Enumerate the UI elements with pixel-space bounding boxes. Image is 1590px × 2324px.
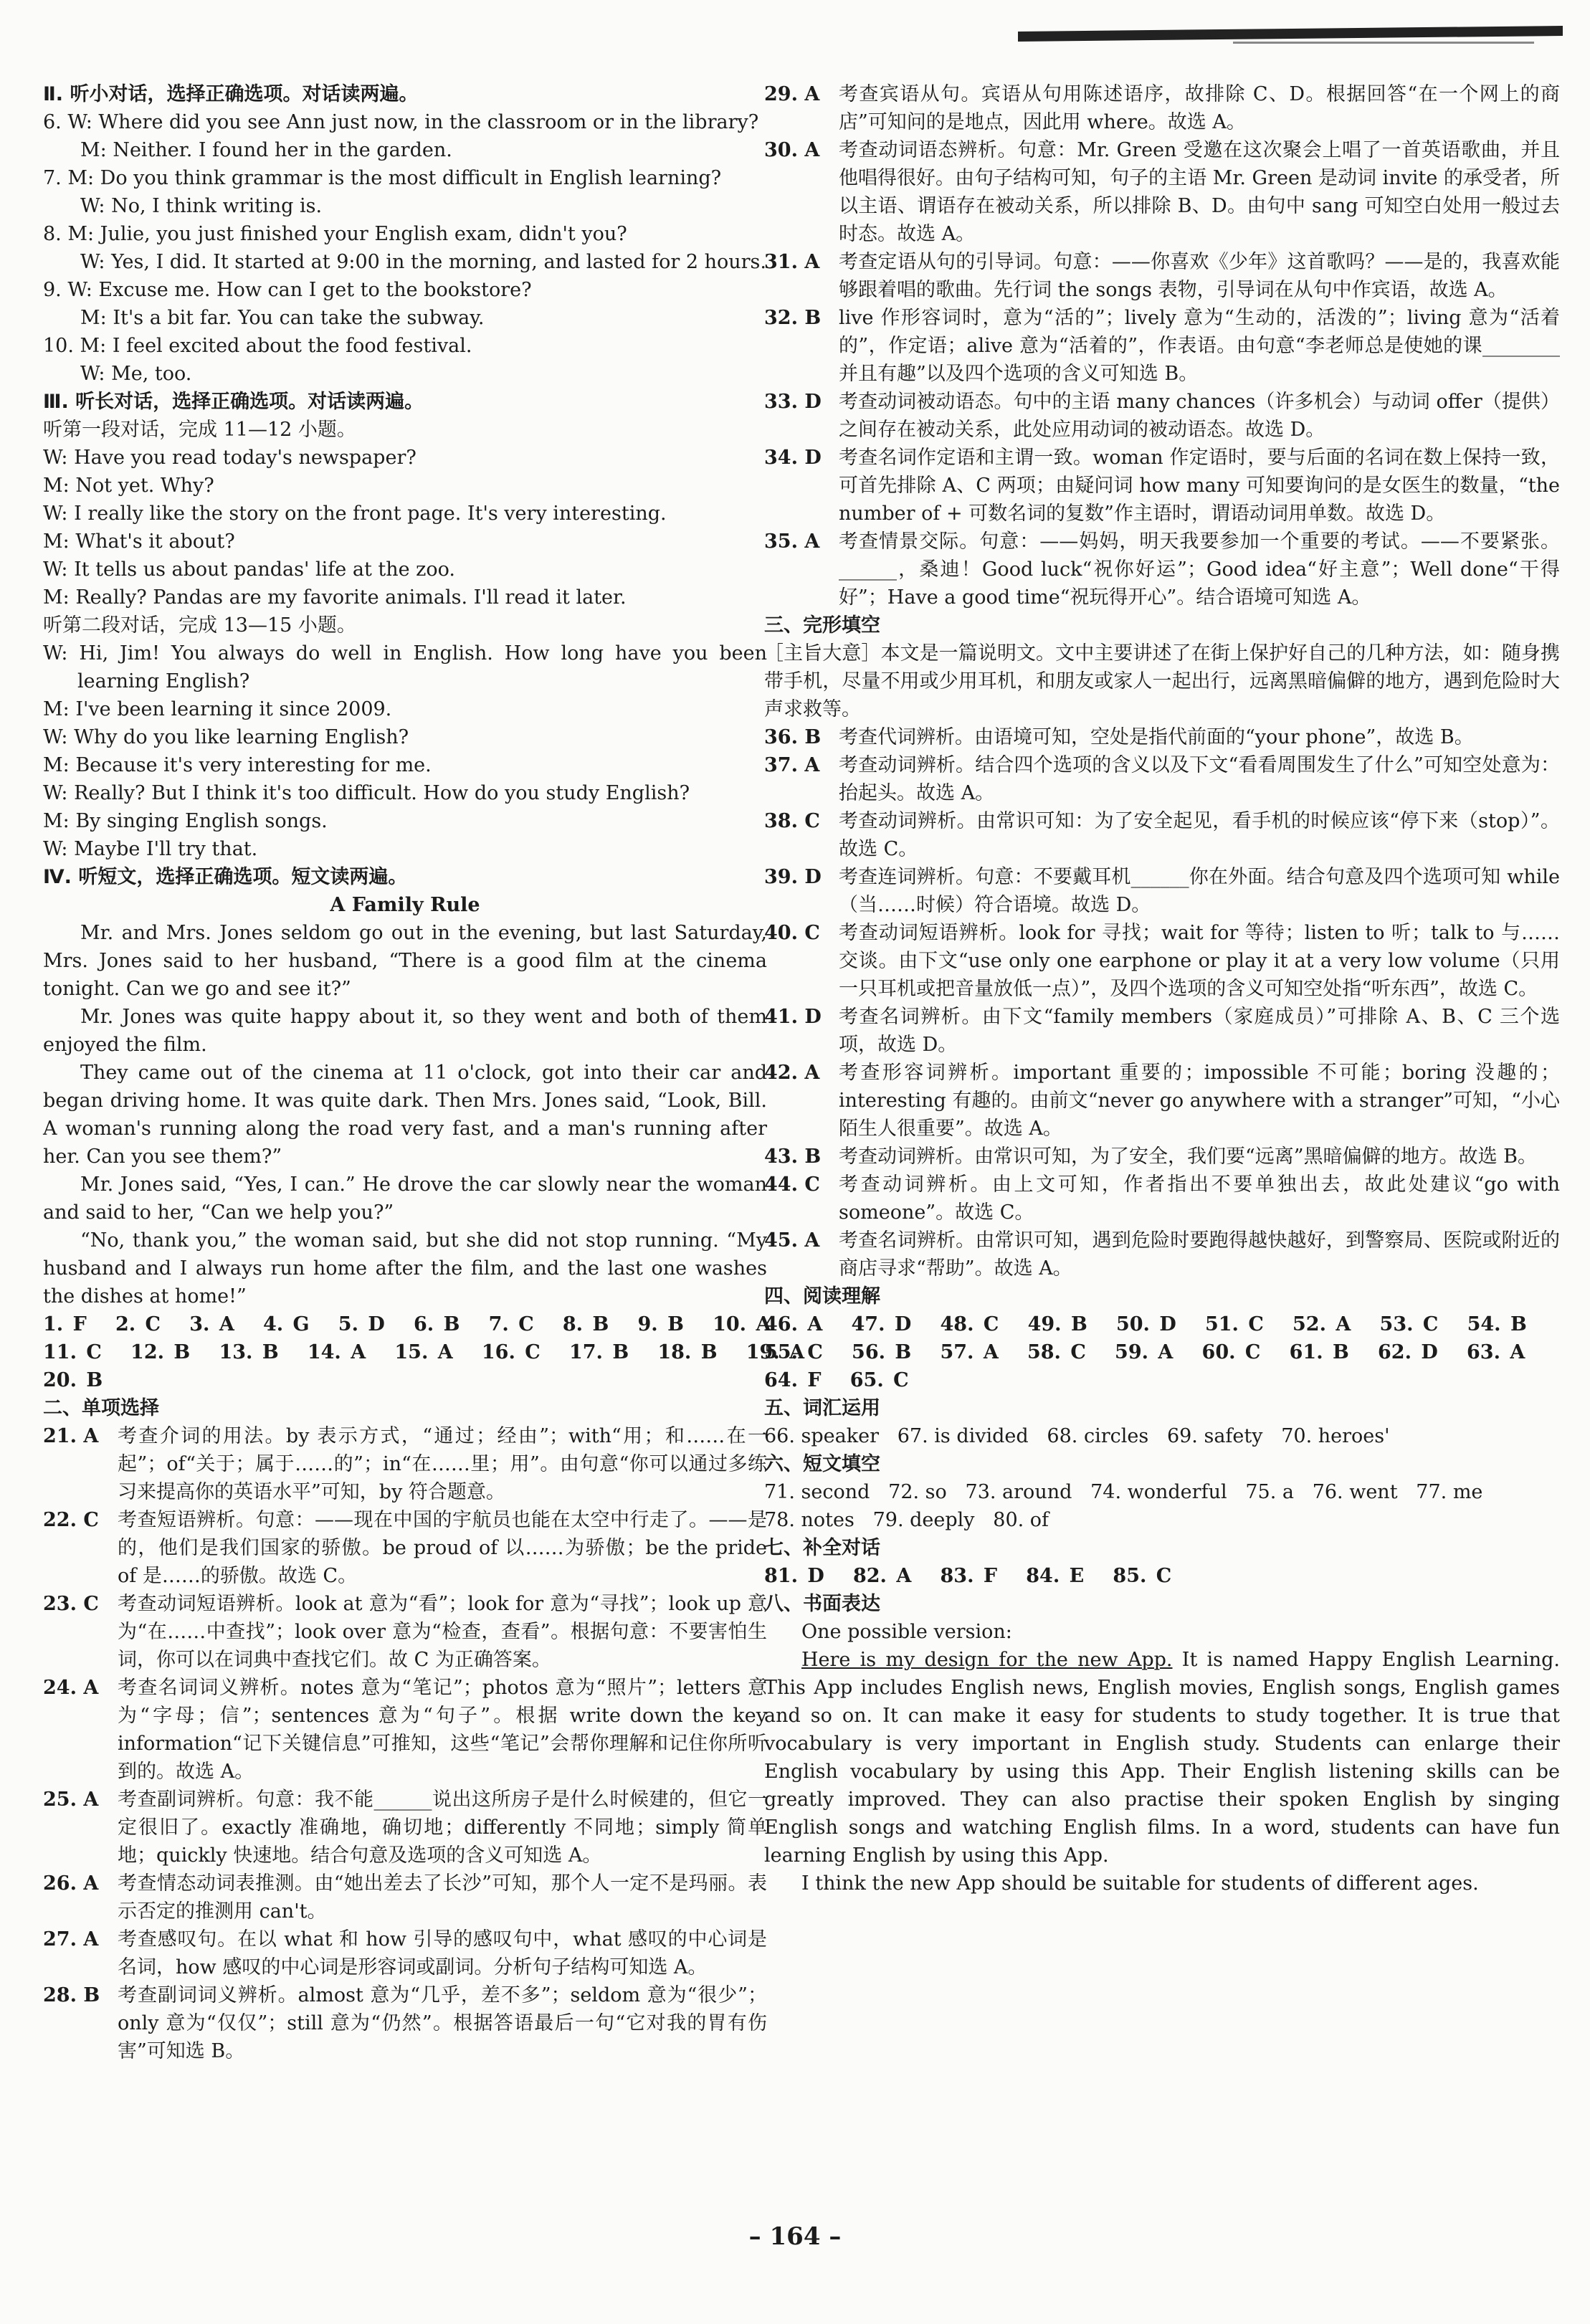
dialog-line: M: What's it about? (43, 530, 235, 553)
item-number: 35. A (764, 530, 820, 553)
item-text: 考查情景交际。句意：——妈妈，明天我要参加一个重要的考试。——不要紧张。______，桑迪！Good luck“祝你好运”；Good idea“好主意”；Well done“干得好”；Have a good time“祝玩得开心”。结合语境可知选 A。 (839, 530, 1560, 609)
item-number: 34. D (764, 447, 822, 469)
section-title-writing: 八、书面表达 (764, 1593, 880, 1615)
writing-opening-sentence: Here is my design for the new App. (801, 1649, 1173, 1671)
dialog-line: 听第一段对话，完成 11—12 小题。 (43, 419, 356, 441)
item-text: 考查定语从句的引导词。句意：——你喜欢《少年》这首歌吗？——是的，我喜欢能够跟着唱的歌曲。先行词 the songs 表物，引导词在从句中作宾语，故选 A。 (839, 251, 1560, 301)
explanation-item (43, 1925, 767, 1981)
dialog-line: M: By singing English songs. (43, 810, 328, 832)
item-number: 30. A (764, 139, 820, 161)
answer-row: 55. C 56. B 57. A 58. C 59. A 60. C 61. B 62. D 63. A (764, 1341, 1525, 1363)
writing-conclusion: I think the new App should be suitable for students of different ages. (801, 1872, 1479, 1895)
item-number: 33. D (764, 391, 822, 413)
explanation-item (764, 80, 1560, 136)
dialog-line: W: No, I think writing is. (80, 195, 323, 217)
explanation-item (764, 388, 1560, 444)
item-number: 22. C (43, 1509, 99, 1531)
passage-paragraph: They came out of the cinema at 11 o'clock, got into their car and began driving home. It was quite dark. Then Mrs. Jones said, “Look, Bill. A woman's running along the road very fast, and a man's running after her. Can you see them?” (43, 1062, 767, 1168)
dialog-line: 6. W: Where did you see Ann just now, in the classroom or in the library? (43, 111, 759, 133)
dialog-line: 听第二段对话，完成 13—15 小题。 (43, 614, 356, 637)
answer-row: 66. speaker 67. is divided 68. circles 69. safety 70. heroes' (764, 1425, 1390, 1447)
item-text: 考查动词短语辨析。look for 寻找；wait for 等待；listen to 听；talk to 与……交谈。由下文“use only one earphone or play it at a very low volume（只用一只耳机或把音量放低一点）”，及四个选项的含义可知空处指“听东西”，故选 C。 (839, 922, 1560, 1000)
item-text: 考查动词辨析。由常识可知，为了安全，我们要“远离”黑暗偏僻的地方。故选 B。 (839, 1146, 1538, 1168)
item-number: 37. A (764, 754, 820, 776)
item-text: 考查动词辨析。由上文可知，作者指出不要单独出去，故此处建议“go with someone”。故选 C。 (839, 1173, 1560, 1224)
writing-version-label: One possible version: (801, 1621, 1012, 1643)
explanation-item (764, 751, 1560, 807)
dialog-line: M: It's a bit far. You can take the subway. (80, 307, 485, 329)
section-title-listening-short: Ⅱ. 听小对话，选择正确选项。对话读两遍。 (43, 83, 419, 105)
item-number: 32. B (764, 307, 822, 329)
item-number: 45. A (764, 1229, 820, 1252)
dialog-line: W: Have you read today's newspaper? (43, 447, 416, 469)
explanation-item (764, 1227, 1560, 1282)
explanation-item (764, 444, 1560, 528)
explanation-item (43, 1506, 767, 1590)
passage-paragraph: Mr. and Mrs. Jones seldom go out in the evening, but last Saturday, Mrs. Jones said to her husband, “There is a good film at the cinema tonight. Can we go and see it?” (43, 922, 767, 1000)
answer-row: 1. F 2. C 3. A 4. G 5. D 6. B 7. C 8. B 9. B 10. A (43, 1313, 771, 1335)
dialog-line: W: Why do you like learning English? (43, 726, 409, 748)
explanation-item (764, 248, 1560, 304)
section-title-listening-passage: Ⅳ. 听短文，选择正确选项。短文读两遍。 (43, 866, 408, 888)
explanation-item (43, 1674, 767, 1786)
item-text: 考查宾语从句。宾语从句用陈述语序，故排除 C、D。根据回答“在一个网上的商店”可知问的是地点，因此用 where。故选 A。 (839, 83, 1560, 133)
dialog-line: M: Not yet. Why? (43, 475, 214, 497)
item-text: 考查短语辨析。句意：——现在中国的宇航员也能在太空中行走了。——是的，他们是我们国家的骄傲。be proud of 以……为骄傲；be the pride of 是……的骄傲。故选 C。 (118, 1509, 767, 1587)
explanation-item (764, 304, 1560, 388)
item-number: 31. A (764, 251, 820, 273)
item-number: 26. A (43, 1872, 99, 1895)
passage-paragraph: Mr. Jones was quite happy about it, so they went and both of them enjoyed the film. (43, 1006, 767, 1056)
dialog-line: W: It tells us about pandas' life at the zoo. (43, 558, 456, 581)
passage-title: A Family Rule (330, 894, 480, 916)
right-column (764, 80, 1560, 1897)
explanation-item (43, 1870, 767, 1925)
item-text: 考查动词短语辨析。look at 意为“看”；look for 意为“寻找”；look up 意为“在……中查找”；look over 意为“检查，查看”。根据句意：不要害怕生词，你可以在词典中查找它们。故 C 为正确答案。 (118, 1593, 767, 1671)
explanation-item (764, 1059, 1560, 1143)
item-text: live 作形容词时，意为“活的”；lively 意为“生动的，活泼的”；living 意为“活着的”，作定语；alive 意为“活着的”，作表语。由句意“李老师总是使她的课________并且有趣”以及四个选项的含义可知选 B。 (839, 307, 1560, 385)
item-number: 42. A (764, 1062, 820, 1084)
top-decoration-bar (1018, 26, 1563, 42)
item-number: 25. A (43, 1789, 99, 1811)
item-text: 考查形容词辨析。important 重要的；impossible 不可能；boring 没趣的；interesting 有趣的。由前文“never go anywhere with a stranger”可知，“小心陌生人很重要”。故选 A。 (839, 1062, 1560, 1140)
answer-row: 20. B (43, 1369, 103, 1391)
item-number: 23. C (43, 1593, 99, 1615)
dialog-line: W: Really? But I think it's too difficult. How do you study English? (43, 782, 690, 804)
passage-paragraph: Mr. Jones said, “Yes, I can.” He drove the car slowly near the woman and said to her, “Can we help you?” (43, 1173, 767, 1224)
explanation-item (764, 528, 1560, 611)
item-text: 考查动词语态辨析。句意：Mr. Green 受邀在这次聚会上唱了一首英语歌曲，并且他唱得很好。由句子结构可知，句子的主语 Mr. Green 是动词 invite 的承受者，所以主语、谓语存在被动关系，所以排除 B、D。由句中 sang 可知空白处用一般过去时态。故选 A。 (839, 139, 1560, 245)
dialog-line: M: Because it's very interesting for me. (43, 754, 432, 776)
answer-row: 78. notes 79. deeply 80. of (764, 1509, 1049, 1531)
item-text: 考查情态动词表推测。由“她出差去了长沙”可知，那个人一定不是玛丽。表示否定的推测用 can't。 (118, 1872, 767, 1923)
item-text: 考查感叹句。在以 what 和 how 引导的感叹句中，what 感叹的中心词是名词，how 感叹的中心词是形容词或副词。分析句子结构可知选 A。 (118, 1928, 767, 1978)
writing-body: It is named Happy English Learning. This App includes English news, English movies, English songs, English games and so on. It can make it easy for students to study together. It is true that vocabulary is very important in English study. Students can enlarge their English vocabulary by using this App. Their English listening skills can be greatly improved. They can also practise their spoken English by singing English songs and watching English films. In a word, students can have fun learning English by using this App. (764, 1649, 1560, 1867)
answer-row: 11. C 12. B 13. B 14. A 15. A 16. C 17. B 18. B 19. A (43, 1341, 805, 1363)
page-number: – 164 – (748, 2222, 842, 2251)
explanation-item (764, 807, 1560, 863)
item-number: 41. D (764, 1006, 822, 1028)
dialog-line: W: Hi, Jim! You always do well in English. How long have you been learning English? (43, 642, 767, 692)
item-text: 考查连词辨析。句意：不要戴耳机______你在外面。结合句意及四个选项可知 while（当……时候）符合语境。故选 D。 (839, 866, 1560, 916)
item-text: 考查名词辨析。由常识可知，遇到危险时要跑得越快越好，到警察局、医院或附近的商店寻求“帮助”。故选 A。 (839, 1229, 1560, 1280)
explanation-item (43, 1981, 767, 2065)
item-number: 36. B (764, 726, 822, 748)
passage-paragraph: “No, thank you,” the woman said, but she did not stop running. “My husband and I always run home after the film, and the last one washes the dishes at home!” (43, 1229, 767, 1308)
answer-row: 71. second 72. so 73. around 74. wonderful 75. a 76. went 77. me (764, 1481, 1483, 1503)
item-number: 28. B (43, 1984, 100, 2006)
explanation-item (764, 1171, 1560, 1227)
explanation-item (43, 1786, 767, 1870)
dialog-line: 8. M: Julie, you just finished your English exam, didn't you? (43, 223, 627, 245)
explanation-item (43, 1590, 767, 1674)
explanation-item (764, 723, 1560, 751)
item-text: 考查副词辨析。句意：我不能______说出这所房子是什么时候建的，但它一定很旧了。exactly 准确地，确切地；differently 不同地；simply 简单地；quickly 快速地。结合句意及选项的含义可知选 A。 (118, 1789, 767, 1867)
answer-row: 64. F 65. C (764, 1369, 909, 1391)
dialog-line: 7. M: Do you think grammar is the most difficult in English learning? (43, 167, 722, 189)
dialog-line: M: I've been learning it since 2009. (43, 698, 392, 720)
section-title-vocabulary: 五、词汇运用 (764, 1397, 880, 1419)
dialog-line: W: I really like the story on the front page. It's very interesting. (43, 503, 667, 525)
item-text: 考查动词辨析。由常识可知：为了安全起见，看手机的时候应该“停下来（stop）”。故选 C。 (839, 810, 1560, 860)
dialog-line: W: Maybe I'll try that. (43, 838, 258, 860)
short-dialog-block (43, 108, 767, 388)
section-title-dialog: 七、补全对话 (764, 1537, 880, 1559)
explanation-item (764, 919, 1560, 1003)
item-number: 29. A (764, 83, 820, 105)
item-text: 考查动词辨析。结合四个选项的含义以及下文“看看周围发生了什么”可知空处意为：抬起头。故选 A。 (839, 754, 1560, 804)
item-number: 24. A (43, 1677, 99, 1699)
item-text: 考查动词被动语态。句中的主语 many chances（许多机会）与动词 offer（提供）之间存在被动关系，此处应用动词的被动语态。故选 D。 (839, 391, 1560, 441)
item-text: 考查名词作定语和主谓一致。woman 作定语时，要与后面的名词在数上保持一致，可首先排除 A、C 两项；由疑问词 how many 可知要询问的是女医生的数量，“the number of + 可数名词的复数”作主语时，谓语动词用单数。故选 D。 (839, 447, 1560, 525)
writing-paragraph (764, 1646, 1560, 1870)
dialog-line: W: Yes, I did. It started at 9:00 in the morning, and lasted for 2 hours. (80, 251, 766, 273)
section-title-single-choice: 二、单项选择 (43, 1397, 159, 1419)
explanation-item (764, 863, 1560, 919)
item-number: 27. A (43, 1928, 99, 1951)
item-number: 39. D (764, 866, 822, 888)
item-number: 43. B (764, 1146, 822, 1168)
dialog-line: 10. M: I feel excited about the food festival. (43, 335, 472, 357)
answer-row: 46. A 47. D 48. C 49. B 50. D 51. C 52. A 53. C 54. B (764, 1313, 1527, 1335)
item-number: 21. A (43, 1425, 99, 1447)
cloze-summary: ［主旨大意］本文是一篇说明文。文中主要讲述了在街上保护好自己的几种方法，如：随身携带手机，尽量不用或少用耳机，和朋友或家人一起出行，远离黑暗偏僻的地方，遇到危险时大声求救等。 (764, 642, 1560, 720)
answer-row: 81. D 82. A 83. F 84. E 85. C (764, 1565, 1172, 1587)
dialog-line: 9. W: Excuse me. How can I get to the bookstore? (43, 279, 532, 301)
long-dialog-block (43, 416, 767, 863)
item-text: 考查名词辨析。由下文“family members（家庭成员）”可排除 A、B、C 三个选项，故选 D。 (839, 1006, 1560, 1056)
explanation-item (43, 1422, 767, 1506)
explanation-item (764, 1143, 1560, 1171)
item-text: 考查介词的用法。by 表示方式，“通过；经由”；with“用；和……在一起”；of“关于；属于……的”；in“在……里；用”。由句意“你可以通过多练习来提高你的英语水平”可知，by 符合题意。 (118, 1425, 767, 1503)
item-text: 考查代词辨析。由语境可知，空处是指代前面的“your phone”，故选 B。 (839, 726, 1474, 748)
item-text: 考查名词词义辨析。notes 意为“笔记”；photos 意为“照片”；letters 意为“字母；信”；sentences 意为“句子”。根据 write down the key information“记下关键信息”可推知，这些“笔记”会帮你理解和记住你所听到的。故选 A。 (118, 1677, 767, 1783)
section-title-fill-blank: 六、短文填空 (764, 1453, 880, 1475)
dialog-line: M: Neither. I found her in the garden. (80, 139, 452, 161)
item-number: 44. C (764, 1173, 820, 1196)
section-title-listening-long: Ⅲ. 听长对话，选择正确选项。对话读两遍。 (43, 391, 424, 413)
item-number: 38. C (764, 810, 820, 832)
explanation-item (764, 136, 1560, 248)
item-number: 40. C (764, 922, 820, 944)
top-decoration-line (1233, 42, 1534, 44)
item-text: 考查副词词义辨析。almost 意为“几乎，差不多”；seldom 意为“很少”；only 意为“仅仅”；still 意为“仍然”。根据答语最后一句“它对我的胃有伤害”可知选 B。 (118, 1984, 767, 2062)
section-title-reading: 四、阅读理解 (764, 1285, 880, 1308)
explanation-item (764, 1003, 1560, 1059)
dialog-line: W: Me, too. (80, 363, 192, 385)
section-title-cloze: 三、完形填空 (764, 614, 880, 637)
dialog-line: M: Really? Pandas are my favorite animals. I'll read it later. (43, 586, 627, 609)
